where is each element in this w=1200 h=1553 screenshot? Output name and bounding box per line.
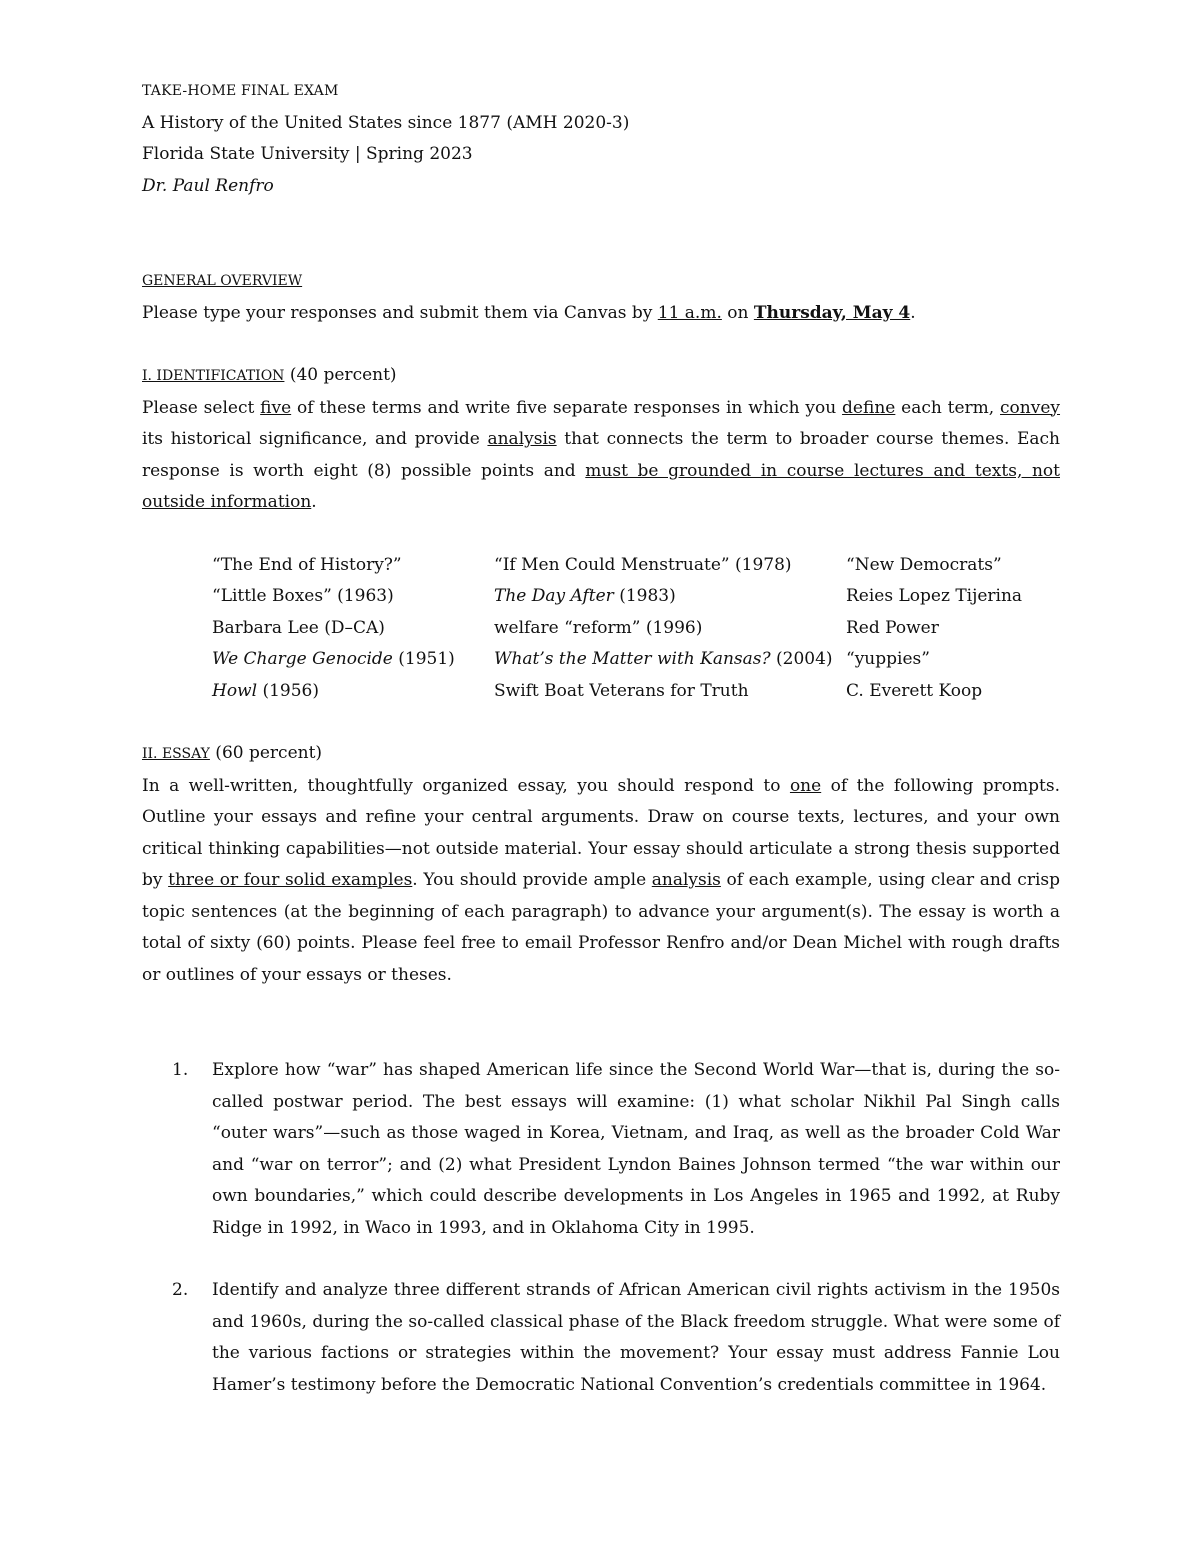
term (494, 676, 846, 708)
term (212, 644, 494, 676)
essay-examples: three or four solid examples (168, 870, 413, 890)
institution-term: Florida State University | Spring 2023 (142, 144, 473, 164)
term-text: “Little Boxes” (1963) (212, 586, 394, 606)
id-five: five (260, 397, 292, 418)
deadline-time: 11 a.m. (657, 302, 722, 323)
essay-text-1: In a well-written, thoughtfully organized essay, you should respond to (142, 775, 790, 796)
term (846, 613, 1076, 645)
term-text: Red Power (846, 617, 939, 638)
id-text-1: Please select (142, 397, 261, 418)
prompt-text: Explore how “war” has shaped American life since the Second World War—that is, during the so-called postwar period. The best essays will examine: (1) what scholar Nikhil Pal Singh calls “outer wars”—such as those waged in Korea, Vietnam, and Iraq, as well as the broader Cold War and “war on terror”; and (2) what President Lyndon Baines Johnson termed “the war within our own boundaries,” which could describe developments in Los Angeles in 1965 and 1992, at Ruby Ridge in 1992, in Waco in 1993, and in Oklahoma City in 1995. (212, 1060, 1060, 1238)
deadline-date: Thursday, May 4 (753, 302, 911, 323)
identification-instructions (142, 393, 1060, 519)
term-text: Barbara Lee (D–CA) (212, 617, 385, 638)
term-text: Reies Lopez Tijerina (846, 586, 1023, 606)
essay-prompt (172, 1055, 1060, 1244)
instructor-name: Dr. Paul Renfro (142, 175, 274, 196)
id-analysis: analysis (487, 429, 557, 449)
term (212, 581, 494, 613)
exam-title: TAKE-HOME FINAL EXAM (142, 83, 339, 99)
term-italic: The Day After (494, 586, 614, 606)
overview-text-start: Please type your responses and submit them via Canvas by (142, 302, 658, 323)
term (212, 550, 494, 582)
essay-prompt (172, 1275, 1060, 1401)
identification-weight: (40 percent) (284, 365, 397, 385)
term-text: (1956) (257, 680, 319, 701)
term-text: (1983) (613, 586, 676, 606)
term (494, 550, 846, 582)
essay-text-3: . You should provide ample (412, 870, 652, 890)
term (846, 581, 1076, 613)
id-grounded: must be grounded in course lectures and texts, not outside information (142, 460, 1060, 512)
id-text-4: its historical significance, and provide (142, 429, 488, 449)
term-text: Swift Boat Veterans for Truth (494, 680, 749, 701)
id-text-5: that connects the term to broader course themes. Each response is worth eight (8) possible points and (142, 429, 1060, 481)
term (846, 676, 1076, 708)
term (212, 613, 494, 645)
course-title: A History of the United States since 1877 (AMH 2020-3) (142, 112, 630, 133)
essay-one: one (789, 775, 822, 796)
term-text: “The End of History?” (212, 554, 402, 575)
essay-heading: II. ESSAY (142, 746, 210, 762)
term-italic: What’s the Matter with Kansas? (494, 649, 771, 669)
essay-heading-line (142, 738, 1060, 771)
terms-list (212, 550, 1060, 708)
term-text: “yuppies” (846, 649, 930, 669)
overview-text-mid: on (721, 302, 754, 323)
id-define: define (842, 397, 896, 418)
term (212, 676, 494, 708)
identification-heading-line (142, 360, 1060, 393)
term-text: “New Democrats” (846, 554, 1002, 575)
term-text: “If Men Could Menstruate” (1978) (494, 554, 792, 575)
term (494, 581, 846, 613)
prompt-text: Identify and analyze three different strands of African American civil rights activism in the 1950s and 1960s, during the so-called classical phase of the Black freedom struggle. What were some of the various factions or strategies within the movement? Your essay must address Fannie Lou Hamer’s testimony before the Democratic National Convention’s credentials committee in 1964. (212, 1280, 1060, 1395)
id-convey: convey (1000, 397, 1061, 418)
id-text-3: each term, (895, 397, 1001, 418)
essay-text-2: of the following prompts. Outline your essays and refine your central arguments. Draw on course texts, lectures, and your own critical thinking capabilities—not outside material. Your essay should articulate a strong thesis supported by (142, 775, 1060, 890)
prompt-number: 1. (172, 1060, 189, 1080)
term-text: C. Everett Koop (846, 680, 983, 701)
essay-weight: (60 percent) (209, 743, 323, 763)
overview-heading: GENERAL OVERVIEW (142, 273, 303, 289)
term (494, 613, 846, 645)
essay-analysis: analysis (651, 870, 721, 890)
term-text: (2004) (770, 649, 833, 669)
term-text: (1951) (392, 649, 455, 669)
id-text-6: . (311, 492, 317, 512)
prompt-number: 2. (172, 1280, 189, 1300)
term-text: welfare “reform” (1996) (494, 617, 703, 638)
overview-text-end: . (910, 302, 916, 323)
term (846, 644, 1076, 676)
id-text-2: of these terms and write five separate responses in which you (291, 397, 843, 418)
term-italic: We Charge Genocide (212, 649, 393, 669)
essay-instructions (142, 771, 1060, 992)
term (846, 550, 1076, 582)
essay-text-4: of each example, using clear and crisp topic sentences (at the beginning of each paragraph) to advance your argument(s). The essay is worth a total of sixty (60) points. Please feel free to email Professor Renfro and/or Dean Michel with rough drafts or outlines of your essays or theses. (142, 870, 1060, 985)
overview-text (142, 298, 1060, 330)
exam-document (142, 76, 1060, 1401)
identification-heading: I. IDENTIFICATION (142, 368, 285, 384)
term (494, 644, 846, 676)
term-italic: Howl (212, 680, 258, 701)
